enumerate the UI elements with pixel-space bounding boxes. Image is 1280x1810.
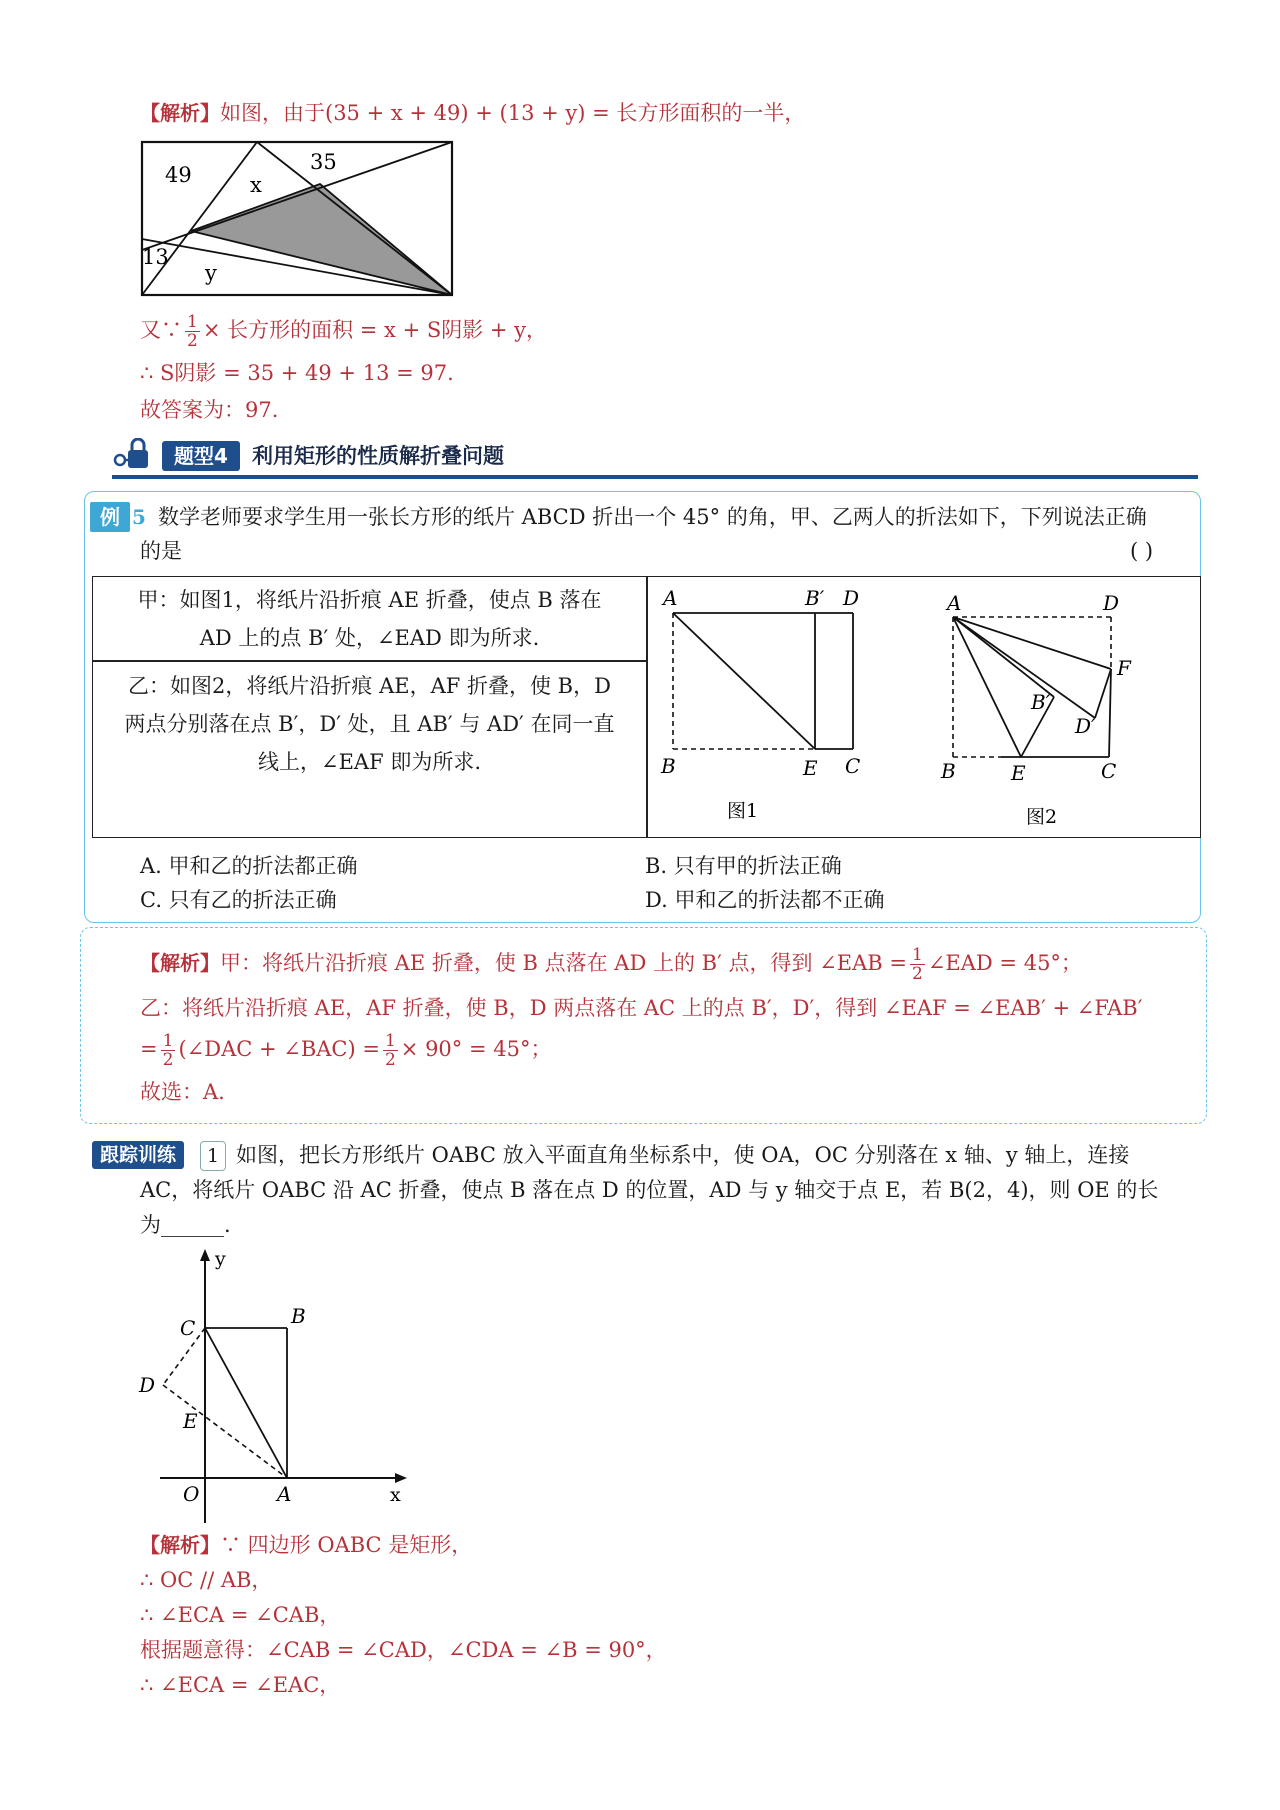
fig3-label-O: O: [183, 1482, 200, 1506]
example-table: [92, 576, 1201, 838]
top-solution-line3: ∴ S阴影 = 35 + 49 + 13 = 97.: [140, 361, 454, 385]
coordinate-figure: [135, 1245, 415, 1530]
top-solution-line2: 又∵ $\frac{1}{2}$ × 长方形的面积 = x + S阴影 + y，: [140, 312, 548, 351]
fig3-label-C: C: [180, 1316, 196, 1340]
tracking-badge: 跟踪训练: [92, 1141, 184, 1169]
section-rule: [112, 475, 1198, 479]
fig2-label-D: D: [1103, 591, 1120, 615]
fig1-label-B: B: [661, 754, 676, 778]
fig1-label-E: E: [803, 756, 818, 780]
fig1-label-D: D: [843, 586, 860, 610]
example-solution-line2: 乙：将纸片沿折痕 AE，AF 折叠，使 B，D 两点落在 AC 上的点 B′，D′，得到 ∠EAF = ∠EAB′ + ∠FAB′: [140, 996, 1143, 1020]
section-title: 利用矩形的性质解折叠问题: [252, 444, 504, 468]
top-solution-text: 如图，由于(35 + x + 49) + (13 + y) = 长方形面积的一半，: [220, 101, 806, 125]
jia-method: 甲：如图1，将纸片沿折痕 AE 折叠，使点 B 落在 AD 上的点 B′ 处，∠EAD 即为所求.: [137, 588, 602, 650]
tracking-question-line3: 为______.: [140, 1213, 231, 1237]
fig2-label-Bprime: B′: [1031, 690, 1051, 714]
label-13: 13: [142, 245, 169, 269]
axis-label-x: x: [390, 1484, 401, 1506]
fig2-caption: 图2: [1026, 806, 1058, 828]
option-A[interactable]: A. 甲和乙的折法都正确: [140, 854, 358, 878]
lock-key-icon: [112, 438, 158, 474]
tracking-solution-line5: ∴ ∠ECA = ∠EAC，: [140, 1673, 341, 1697]
shaded-triangle: [191, 184, 452, 295]
section-badge: 题型4: [162, 441, 240, 471]
section-header: [112, 438, 1198, 478]
fig2-label-A: A: [947, 591, 962, 615]
tracking-solution-line2: ∴ OC // AB，: [140, 1568, 273, 1592]
example-solution-answer: 故选：A.: [140, 1080, 225, 1104]
label-x: x: [250, 173, 262, 197]
tracking-number: 1: [200, 1141, 226, 1171]
axis-label-y: y: [215, 1248, 226, 1270]
top-solution-answer: 故答案为：97.: [140, 398, 279, 422]
fig1-caption: 图1: [727, 800, 759, 822]
figure-1: [653, 581, 913, 831]
figure-2: [933, 581, 1195, 831]
fig2-label-C: C: [1101, 759, 1117, 783]
yi-method: 乙：如图2，将纸片沿折痕 AE，AF 折叠，使 B，D 两点分别落在点 B′，D′ 处，且 AB′ 与 AD′ 在同一直 线上，∠EAF 即为所求.: [124, 674, 615, 774]
fig2-label-E: E: [1011, 761, 1026, 785]
fig1-label-C: C: [845, 754, 861, 778]
example-solution-line1: 【解析】甲：将纸片沿折痕 AE 折叠，使 B 点落在 AD 上的 B′ 点，得到 ∠EAB = $\frac{1}{2}$ ∠EAD = 45°；: [140, 945, 1082, 984]
solution-label: 【解析】: [140, 101, 220, 125]
top-rectangle-figure: [130, 132, 460, 302]
fig3-label-D: D: [139, 1373, 156, 1397]
tracking-solution-line3: ∴ ∠ECA = ∠CAB，: [140, 1603, 341, 1627]
fig2-label-B: B: [941, 759, 956, 783]
label-35: 35: [310, 150, 337, 174]
option-D[interactable]: D. 甲和乙的折法都不正确: [645, 888, 885, 912]
option-B[interactable]: B. 只有甲的折法正确: [645, 854, 842, 878]
answer-paren: ( ): [1130, 539, 1154, 563]
option-C[interactable]: C. 只有乙的折法正确: [140, 888, 337, 912]
fig3-label-E: E: [183, 1409, 198, 1433]
label-y: y: [205, 261, 217, 285]
fig1-label-A: A: [663, 586, 678, 610]
example-question-line2: 的是: [140, 539, 182, 563]
example-badge: 例: [90, 502, 130, 532]
fig3-label-A: A: [277, 1482, 292, 1506]
top-solution-line1: [140, 98, 805, 128]
example-solution-line3: = $\frac{1}{2}$ (∠DAC + ∠BAC) = $\frac{1}{2}$ × 90° = 45°；: [140, 1031, 552, 1070]
tracking-question-line2: AC，将纸片 OABC 沿 AC 折叠，使点 B 落在点 D 的位置，AD 与 y 轴交于点 E，若 B(2，4)，则 OE 的长: [140, 1178, 1159, 1202]
tracking-question-line1: 如图，把长方形纸片 OABC 放入平面直角坐标系中，使 OA，OC 分别落在 x 轴、y 轴上，连接: [236, 1143, 1130, 1167]
example-question-line1: 数学老师要求学生用一张长方形的纸片 ABCD 折出一个 45° 的角，甲、乙两人的折法如下，下列说法正确: [158, 505, 1147, 529]
fig1-label-Bprime: B′: [805, 586, 825, 610]
tracking-solution-line4: 根据题意得：∠CAB = ∠CAD，∠CDA = ∠B = 90°，: [140, 1638, 667, 1662]
fig3-label-B: B: [291, 1304, 306, 1328]
label-49: 49: [165, 163, 192, 187]
example-number: 5: [132, 505, 146, 529]
fig2-label-Dprime: D′: [1075, 714, 1096, 738]
fig2-label-F: F: [1117, 656, 1131, 680]
tracking-solution-line1: 【解析】∵ 四边形 OABC 是矩形，: [140, 1533, 473, 1557]
